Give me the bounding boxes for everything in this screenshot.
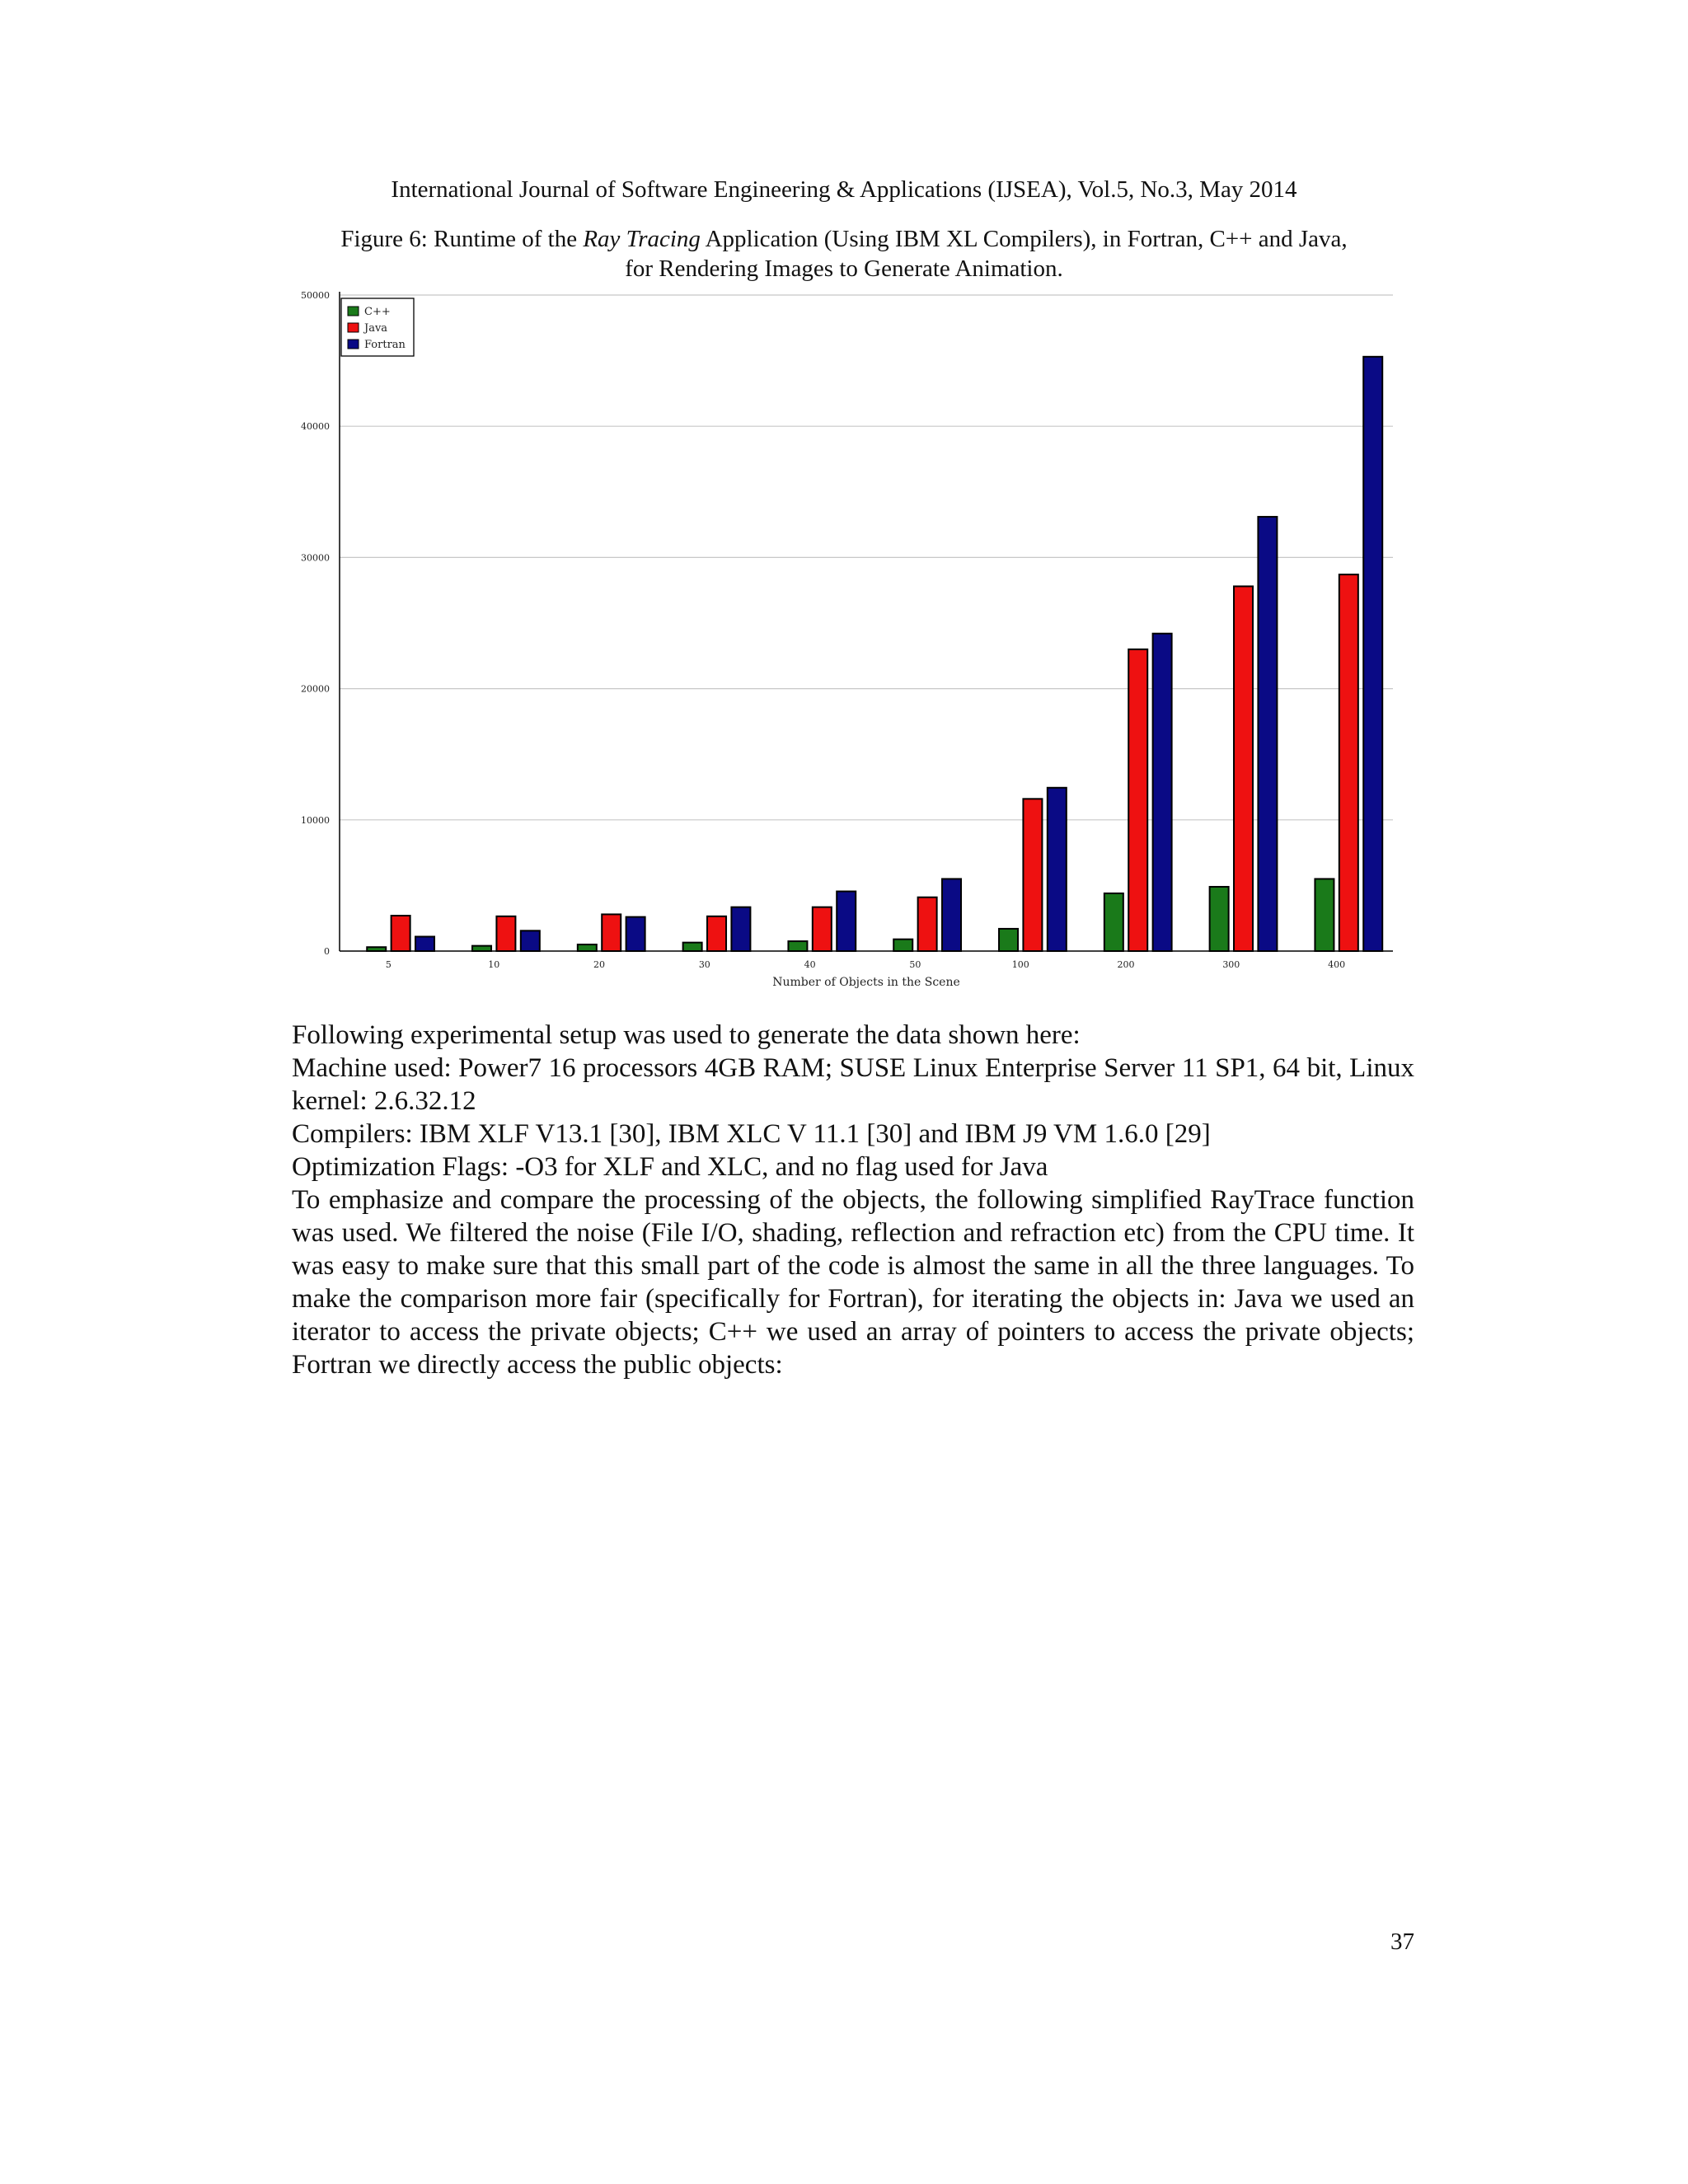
bar-java: [496, 916, 515, 951]
y-tick-label: 0: [324, 946, 330, 957]
bar-java: [602, 914, 621, 951]
page-number: 37: [1390, 1929, 1414, 1955]
bar-cpp: [788, 941, 807, 951]
bar-fortran: [415, 936, 434, 951]
x-tick-label: 300: [1222, 959, 1240, 970]
bar-fortran: [1258, 517, 1277, 951]
body-line: Machine used: Power7 16 processors 4GB RAM; SUSE Linux Enterprise Server 11 SP1, 64 bit, Linux kernel: 2.6.32.12: [292, 1053, 1414, 1116]
body-line: Compilers: IBM XLF V13.1 [30], IBM XLC V 11.1 [30] and IBM J9 VM 1.6.0 [29]: [292, 1119, 1211, 1149]
bar-fortran: [731, 907, 750, 951]
x-tick-label: 40: [804, 959, 816, 970]
caption-italic: Ray Tracing: [583, 226, 701, 252]
y-tick-label: 20000: [301, 683, 330, 695]
body-line: Optimization Flags: -O3 for XLF and XLC, and no flag used for Java: [292, 1152, 1048, 1182]
bar-java: [1339, 574, 1358, 951]
y-tick-label: 30000: [301, 552, 330, 564]
bar-java: [707, 916, 726, 951]
caption-prefix: Figure 6: Runtime of the: [340, 226, 584, 252]
bar-cpp: [1210, 887, 1229, 951]
bar-fortran: [521, 930, 540, 951]
x-tick-label: 100: [1011, 959, 1029, 970]
body-text: [292, 1019, 1414, 1381]
bar-java: [1234, 586, 1253, 951]
bar-cpp: [999, 929, 1018, 951]
legend-label: C++: [364, 306, 391, 318]
y-tick-label: 10000: [301, 814, 330, 826]
x-tick-label: 20: [593, 959, 606, 970]
body-line: Following experimental setup was used to generate the data shown here:: [292, 1020, 1081, 1050]
x-axis-label: Number of Objects in the Scene: [772, 976, 960, 989]
caption-line2: for Rendering Images to Generate Animation.: [625, 255, 1063, 282]
x-tick-label: 10: [488, 959, 500, 970]
x-tick-label: 30: [698, 959, 710, 970]
bar-java: [918, 898, 937, 951]
x-tick-label: 200: [1117, 959, 1135, 970]
x-tick-label: 400: [1328, 959, 1346, 970]
x-tick-label: 5: [385, 959, 392, 970]
bar-cpp: [472, 946, 491, 951]
running-header: International Journal of Software Engineering & Applications (IJSEA), Vol.5, No.3, May 2014: [391, 176, 1297, 203]
legend-swatch: [348, 340, 359, 349]
bar-fortran: [1363, 357, 1382, 951]
bar-java: [392, 916, 410, 951]
bar-cpp: [367, 947, 386, 951]
y-tick-label: 40000: [301, 421, 330, 433]
bar-fortran: [626, 917, 645, 951]
bar-java: [1023, 799, 1042, 951]
bar-cpp: [578, 944, 597, 951]
bar-cpp: [1104, 893, 1123, 951]
bar-cpp: [683, 943, 702, 951]
y-tick-label: 50000: [301, 290, 330, 301]
bar-fortran: [1153, 634, 1172, 951]
figure-caption: [264, 224, 1424, 284]
bar-fortran: [1048, 788, 1067, 951]
bar-cpp: [1315, 879, 1334, 951]
legend-swatch: [348, 323, 359, 332]
x-tick-label: 50: [909, 959, 921, 970]
bar-java: [813, 907, 832, 951]
caption-suffix: Application (Using IBM XL Compilers), in Fortran, C++ and Java,: [700, 226, 1348, 252]
legend-label: Fortran: [364, 339, 406, 351]
bar-cpp: [893, 940, 912, 951]
legend-swatch: [348, 307, 359, 316]
bar-java: [1128, 649, 1147, 951]
legend-label: Java: [364, 322, 388, 335]
body-paragraph: To emphasize and compare the processing of the objects, the following simplified RayTrace function was used. We filtered the noise (File I/O, shading, reflection and refraction etc) from the CPU time. It was easy to make sure that this small part of the code is almost the same in all the three languages. To make the comparison more fair (specifically for Fortran), for iterating the objects in: Java we used an iterator to access the private objects; C++ we used an array of pointers to access the private objects; Fortran we directly access the public objects:: [292, 1185, 1414, 1380]
bar-fortran: [942, 879, 961, 951]
bar-fortran: [837, 892, 856, 951]
bar-chart: [280, 280, 1409, 989]
